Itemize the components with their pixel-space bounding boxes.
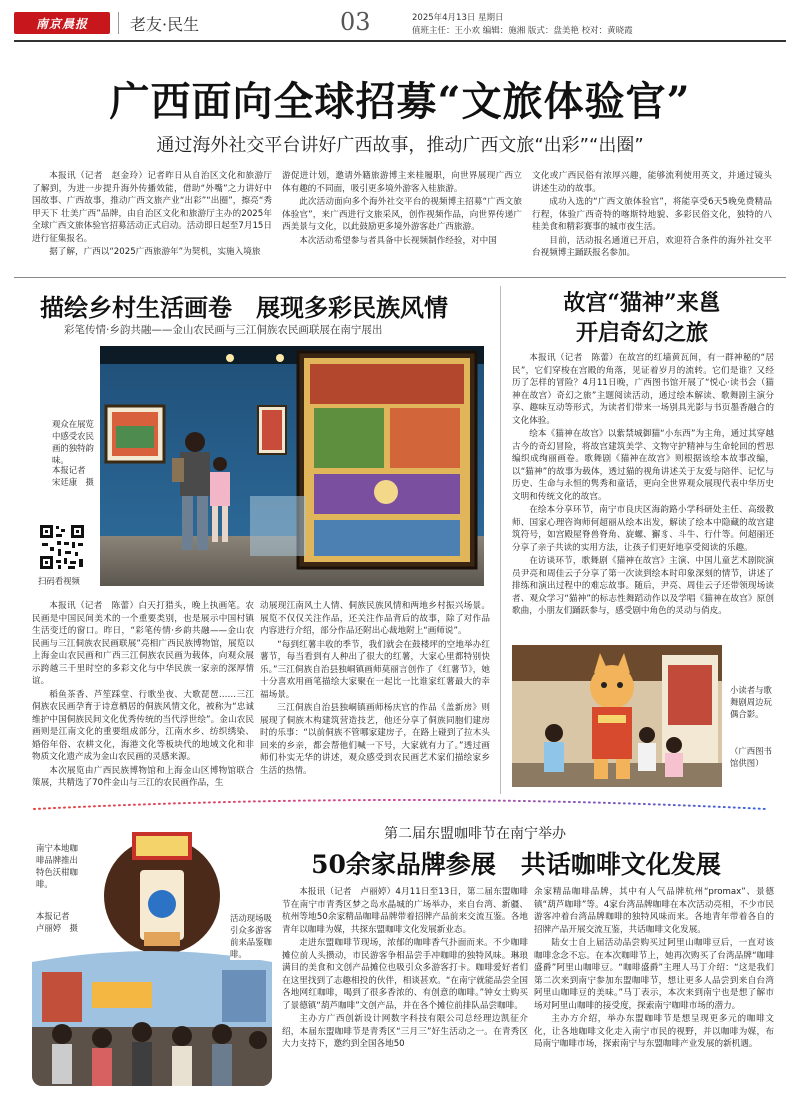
page-number: 03 <box>340 8 371 36</box>
paragraph: 余家精品咖啡品牌，其中有人气品牌杭州“promax”、景德镇“葫芦咖啡”等。4家台湾品牌咖啡在本次活动亮相，不少市民游客冲着台湾品牌咖啡的独特风味而来。各地青年带着各自的招牌产品开展交流互鉴，共话咖啡文化发展。 <box>534 887 774 935</box>
cat-headline-line-2: 开启奇幻之旅 <box>575 320 708 346</box>
lead-subtitle: 通过海外社交平台讲好广西故事，推动广西文旅“出彩”“出圈” <box>156 135 644 156</box>
exhibition-headline: 描绘乡村生活画卷 展现多彩民族风情 <box>40 293 448 322</box>
coffee-column-2 <box>534 886 774 1052</box>
coffee-column-1 <box>282 886 528 1052</box>
section-rule <box>14 277 786 278</box>
paragraph: 本报讯（记者 陈蕾）在故宫的红墙黄瓦间，有一群神秘的“居民”，它们穿梭在宫殿的角落，见证着岁月的流转。它们是谁？又经历了怎样的冒险？4月11日晚，广西图书馆开展了“悦心·读书会（猫神在故宫）奇幻之旅”主题阅读活动，通过绘本解读、歌舞剧主演分享、趣味互动等形式，为读者们带来一场别具光影与书页墨香融合的文化体验。 <box>512 353 774 426</box>
paragraph: 文化或广西民俗有浓厚兴趣，能够流利使用英文，并通过镜头讲述生动的故事。 <box>532 171 772 194</box>
exhibition-subtitle: 彩笔传情·乡韵共融——金山农民画与三江侗族农民画联展在南宁展出 <box>64 324 383 336</box>
lead-column-1 <box>32 170 272 260</box>
qr-code[interactable] <box>38 523 86 571</box>
paragraph: 据了解，广西以“2025广西旅游年”为契机，实施入境旅 <box>49 247 261 257</box>
coffee-kicker: 第二届东盟咖啡节在南宁举办 <box>384 826 566 842</box>
exhibition-column-1 <box>32 600 254 791</box>
coffee-caption-b: 活动现场吸引众多游客前来品鉴咖啡。 <box>230 912 276 960</box>
cat-photo-caption: 小读者与歌舞剧周边玩偶合影。 <box>730 685 772 719</box>
cat-story-text <box>512 352 774 619</box>
header-divider <box>118 12 119 34</box>
paragraph: “每到红薯丰收的季节，我们就会在鼓楼坪的空地举办红薯节，每当看到有人种出了很大的红薯，大家心里都特别快乐。”三江侗族自治县独峒镇画师莫丽言创作了《红薯节》，她十分喜欢用画笔描绘大家聚在一起比一比谁家红薯最大的幸福场景。 <box>260 639 490 700</box>
newspaper-logo: 南京晨报 <box>14 12 110 34</box>
cat-photo-credit: （广西图书馆供图） <box>730 746 772 768</box>
paragraph: 本次活动希望参与者具备中长视频制作经验，对中国 <box>299 235 497 246</box>
qr-code-label: 扫码看视频 <box>38 576 80 586</box>
lead-column-2 <box>282 170 522 248</box>
paragraph: 陆女士自上届活动品尝购买过阿里山咖啡豆后，一直对该咖啡念念不忘。在本次咖啡节上，她再次购买了台湾品牌“咖啡盛爵”阿里山咖啡豆。“咖啡盛爵”主理人马丁介绍：“这是我们第二次来到南宁参加东盟咖啡节，想让更多人品尝到来自台湾阿里山咖啡豆的美味。”马丁表示，本次来到南宁也是想了解市场对阿里山咖啡的接受度，探索南宁咖啡市场的潜力。 <box>534 938 774 1011</box>
paragraph: 绘本《猫神在故宫》以紫禁城御猫“小东西”为主角，通过其穿越古今的奇幻冒险，将故宫建筑美学、文物守护精神与生命轮回的哲思编织成绚丽画卷。歌舞剧《猫神在故宫》则根据该绘本故事改编，以“猫神”的故事为载体，透过猫的视角讲述关于友爱与陪伴、记忆与历史、生命与永恒的隽秀和童话，更向全世界观众展现代表中华历史文明和传统文化的故宫。 <box>512 429 774 502</box>
paragraph: 走进东盟咖啡节现场，浓郁的咖啡香气扑面而来。不少咖啡摊位前人头攒动，市民游客争相品尝手冲咖啡的独特风味。琳琅满目的美食和文创产品摊位也吸引众多游客打卡。咖啡爱好者们在这里找到了志趣相投的伙伴，相谈甚欢。“在南宁就能品尝全国各地网红咖啡，喝到了很多香浓的、有创意的咖啡。”钟女士购买了景德镇“葫芦咖啡”文创产品，并在各个摊位前排队品尝咖啡。 <box>282 938 528 1011</box>
exhibition-photo-credit: 本报记者 宋廷康 摄 <box>52 465 94 487</box>
paragraph: 在访谈环节，歌舞剧《猫神在故宫》主演、中国儿童艺术剧院演员尹亮和周佳云子分享了第一次读到绘本时印象深刻的情节，讲述了排练和演出过程中的难忘故事。随后，尹亮、周佳云子还带领现场读者、观众学习“猫神”的标志性舞蹈动作以及学唱《猫神在故宫》原创歌曲，小朋友们踊跃参与，感受剧中角色的灵动与俏皮。 <box>512 556 774 616</box>
cat-headline-line-1: 故宫“猫神”来邕 <box>563 290 721 316</box>
date-line: 2025年4月13日 星期日 <box>412 13 504 23</box>
header-rule <box>14 40 786 42</box>
paragraph: 本报讯（记者 陈蕾）白天打猎头，晚上执画笔。农民画是中国民间美术的一个重要类别，也是展示中国村镇生活变迁的窗口。昨日，“彩笔传情·乡韵共融——金山农民画与三江侗族农民画联展”亮相广西民族博物馆，展览以上海金山农民画和广西三江侗族农民画为载体，向观众展示跨越三千里时空的多彩文化与中华民族一家亲的深厚情谊。 <box>32 601 254 686</box>
paragraph: 游促进计划，邀请外籍旅游博主来桂履职，向世界展现广西立体有趣的不同面，吸引更多境外游客入桂旅游。 <box>282 171 522 194</box>
coffee-headline: 50余家品牌参展 共话咖啡文化发展 <box>311 850 721 879</box>
coffee-caption-a: 南宁本地咖啡品牌推出特色沃柑咖啡。 <box>36 842 80 890</box>
cat-mascot-photo <box>512 645 722 787</box>
paragraph: 本报讯（记者 赵金玲）记者昨日从自治区文化和旅游厅了解到，为进一步提升海外传播效能，借助“外嘴”之力讲好中国故事、广西故事，推动广西文旅产业“出彩”“出圈”，擦亮“秀甲天下 壮美广西”品牌，由自治区文化和旅游厅主办的2025年全球广西文旅体验官招募活动正式启动。活动即日起至7月15日进行征集报名。 <box>32 171 272 244</box>
exhibition-photo-caption: 观众在展览中感受农民画的独特韵味。 <box>52 419 94 465</box>
exhibition-column-2 <box>260 600 490 778</box>
section-name: 老友·民生 <box>130 15 200 34</box>
coffee-photo-credit: 本报记者 卢丽婷 摄 <box>36 910 80 934</box>
dotted-separator <box>14 796 786 810</box>
paragraph: 三江侗族自治县独峒镇画师杨庆官的作品《盖新房》则展现了侗族木构建筑营造技艺，他还分享了侗族同胞们建房时的乐事：“以前侗族不管哪家建房子，在路上碰到了拉木头回来的乡亲，都会帮他们喊一下号，大家就有力了。”透过画师们朴实无华的讲述，观众感受到农民画艺术家们描绘家乡生活的热情。 <box>260 703 490 776</box>
lead-column-3 <box>532 170 772 261</box>
paragraph: 目前，活动报名通道已开启，欢迎符合条件的海外社交平台视频博主踊跃报名参加。 <box>532 235 772 258</box>
column-divider <box>500 286 501 794</box>
lead-headline: 广西面向全球招募“文旅体验官” <box>109 78 691 125</box>
editors-line: 值班主任：王小欢 编辑：施湘 版式：盘美艳 校对：黄晓霞 <box>412 26 633 36</box>
paragraph: 此次活动面向多个海外社交平台的视频博主招募“广西文旅体验官”，来广西进行文旅采风，创作视频作品，向世界传递广西美景与文化，以此鼓励更多境外游客赴广西旅游。 <box>282 197 522 232</box>
paragraph: 稻鱼茶香、芦笙踩堂、行歌坐夜、大歌琵琶……三江侗族农民画孕育于诗意栖居的侗族风情文化，被称为“忠诚维护中国侗族民间文化优秀传统的当代浮世绘”。金山农民画则是江南文化的重要组成部分，江南水乡、纺织绣染、婚俗年俗、农耕文化，海港文化等板块代的地域文化和非物质文化遗产成为金山农民画的灵感来源。 <box>32 689 254 762</box>
paragraph: 主办方介绍，举办东盟咖啡节是想呈现更多元的咖啡文化，让各地咖啡文化走入南宁市民的视野，并以咖啡为媒，布局南宁咖啡市场，探索南宁与东盟咖啡产业发展的新机遇。 <box>534 1014 774 1049</box>
exhibition-photo <box>100 346 484 586</box>
paragraph: 本次展览由广西民族博物馆和上海金山区博物馆联合策展，共精选了70件金山与三江的农民画作品，生 <box>32 765 254 788</box>
paragraph: 动展现江南风土人情、侗族民族风情和两地乡村振兴场景。展览不仅仅关注作品，还关注作品背后的故事，除了对作品内容进行介绍，部分作品还附出心裁地附上“画师说”。 <box>260 601 490 636</box>
paragraph: 本报讯（记者 卢丽婷）4月11日至13日，第二届东盟咖啡节在南宁市青秀区梦之岛水晶城的广场举办，来自台湾、新疆、杭州等地50余家精品咖啡品牌带着招牌产品前来交流互鉴。各地青年以咖啡为媒，共探东盟咖啡文化发展新业态。 <box>282 887 528 935</box>
paragraph: 成功入选的“广西文旅体验官”，将能享受6天5晚免费精品行程，体验广西奇特的喀斯特地貌、多彩民俗文化，独特的八桂美食和精彩赛事的城市夜生活。 <box>532 197 772 232</box>
paragraph: 主办方广西创新设计网数字科技有限公司总经理边凯征介绍，本届东盟咖啡节是青秀区“三月三”好生活动之一。在青秀区大力支持下，邀约到全国各地50 <box>282 1014 528 1049</box>
paragraph: 在绘本分享环节，南宁市良庆区海韵路小学科研处主任、高级教师、国家心理咨询师何超丽从绘本出发，解读了绘本中隐藏的故宫建筑符号，如宫殿屋脊兽脊角、旋螺、獬豸、斗牛、行什等。何超丽还分享了亲子共读的实用方法，让孩子们更好地享受阅读的乐趣。 <box>512 505 774 553</box>
